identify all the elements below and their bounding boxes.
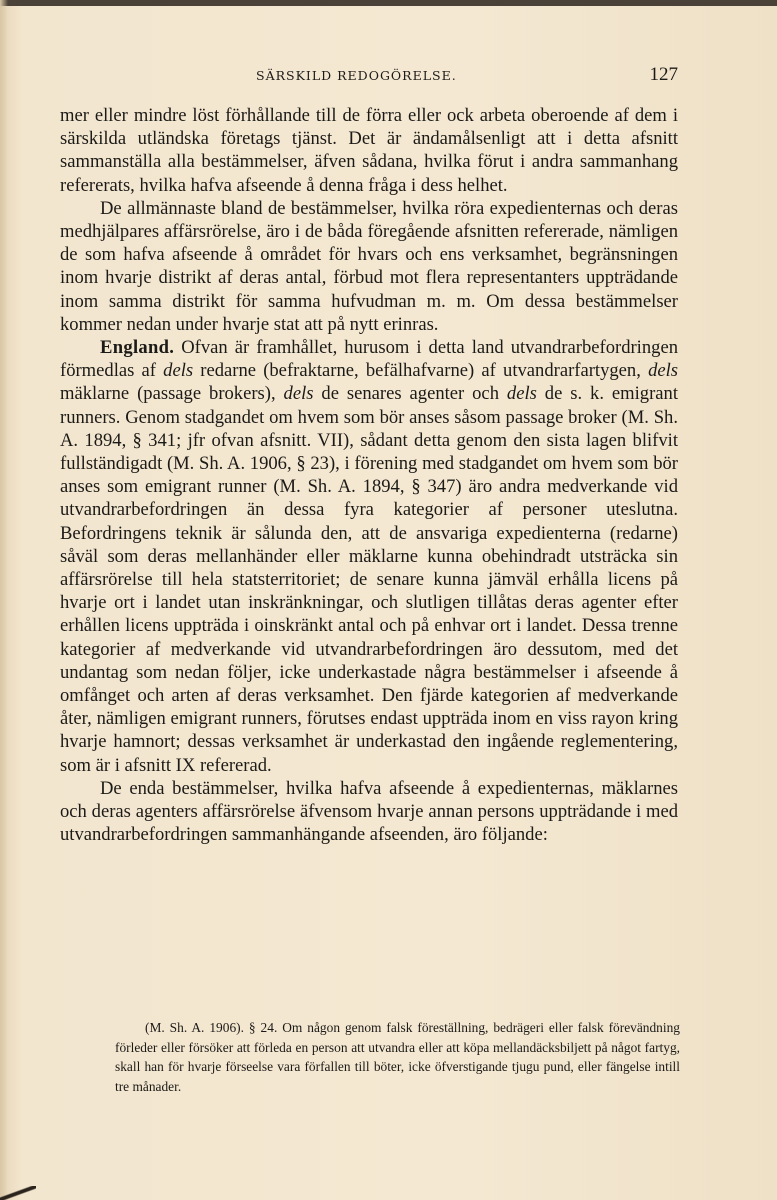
page-header <box>60 64 678 88</box>
paragraph-1: mer eller mindre löst förhållande till de förra eller ock arbeta oberoende af dem i särskilda utländska företags tjänst. Det är ändamålsenligt att i detta afsnitt sammanställa alla bestämmelser, äfven sådana, hvilka förut i andra sammanhang refererats, hvilka hafva afseende å denna fråga i dess helhet. <box>60 105 678 196</box>
emphasis-dels: dels <box>283 383 314 405</box>
text-segment: redarne (befraktarne, befälhafvarne) af utvandrarfartygen, <box>193 360 649 382</box>
emphasis-dels: dels <box>163 360 194 382</box>
text-segment: Ofvan är framhållet, hurusom i detta land utvandrarbefordringen förmedlas af <box>60 337 678 382</box>
running-head: SÄRSKILD REDOGÖRELSE. <box>256 68 457 83</box>
text-segment: mäklarne (passage brokers), <box>60 383 284 405</box>
page-top-edge <box>0 0 777 6</box>
text-segment: de senares agenter och <box>313 383 507 405</box>
page-binding-shadow <box>0 0 8 1200</box>
page-number: 127 <box>649 64 678 85</box>
legal-quote: (M. Sh. A. 1906). § 24. Om någon genom falsk föreställning, bedrägeri eller falsk förevändning förleder eller försöker att förleda en person att utvandra eller att köpa mellandäcksbiljett på något fartyg, skall han för hvarje förseelse vara förfallen till böter, icke öfverstigande tjugu pund, eller fängelse intill tre månader. <box>115 1020 680 1094</box>
paragraph-4: De enda bestämmelser, hvilka hafva afseende å expedienternas, mäklarnes och deras agenters affärsrörelse äfvensom hvarje annan persons uppträdande i med utvandrarbefordringen sammanhängande afseenden, äro följande: <box>60 777 678 846</box>
page-corner-mark <box>0 1186 36 1200</box>
paragraph-3-england <box>60 336 678 777</box>
section-lead-england: England. <box>100 337 175 359</box>
emphasis-dels: dels <box>506 383 537 405</box>
body-text <box>60 104 678 847</box>
emphasis-dels: dels <box>648 360 679 382</box>
paragraph-2: De allmännaste bland de bestämmelser, hvilka röra expedienternas och deras medhjälpares affärsrörelse, äro i de båda föregående afsnitten refererade, nämligen de som hafva afseende å området för hvars och ens verksamhet, begränsningen inom hvarje distrikt af deras antal, förbud mot flera representanters uppträdande inom samma distrikt för samma hufvudman m. m. Om dessa bestämmelser kommer nedan under hvarje stat att på nytt erinras. <box>60 197 678 335</box>
text-segment: de s. k. emigrant runners. Genom stadgandet om hvem som bör anses såsom passage broker (M. Sh. A. 1894, § 341; jfr ofvan afsnitt. VII), sådant detta genom den sista lagen blifvit fullständigadt (M. Sh. A. 1906, § 23), i förening med stadgandet om hvem som bör anses som emigrant runner (M. Sh. A. 1894, § 347) äro andra medverkande vid utvandrarbefordringen än dessa fyra kategorier af personer uteslutna. Befordringens teknik är sålunda den, att de ansvariga expedienterna (redarne) såväl som deras mellanhänder eller mäklarne kunna obehindradt utsträcka sin affärsrörelse till hela statsterritoriet; de senare kunna jämväl erhålla licens på hvarje ort i landet utan inskränkningar, och slutligen tillåtas deras agenter efter erhållen licens uppträda i oinskränkt antal och på enhvar ort i landet. Dessa trenne kategorier af medverkande vid utvandrarbefordringen äro dessutom, med det undantag som nedan följer, icke underkastade några bestämmelser i afseende å omfånget och arten af deras verksamhet. Den fjärde kategorien af medverkande åter, nämligen emigrant runners, förutses endast uppträda inom en viss rayon kring hvarje hamnort; dessas verksamhet är underkastad den ingående reglementering, som är i afsnitt IX refererad. <box>60 383 678 776</box>
